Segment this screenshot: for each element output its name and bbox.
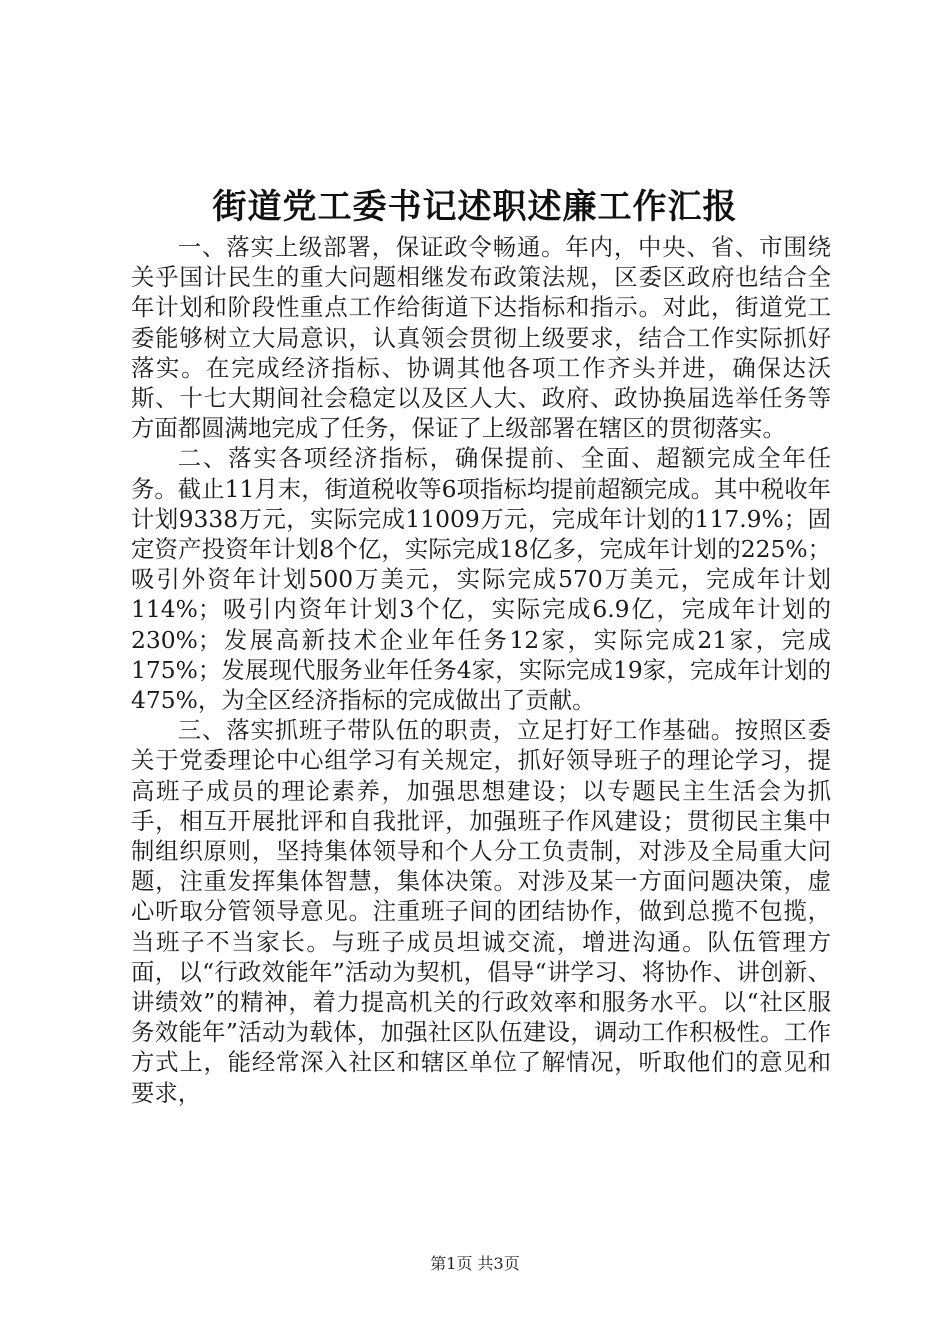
paragraph-3: 三、落实抓班子带队伍的职责，立足打好工作基础。按照区委关于党委理论中心组学习有关规定，抓好领导班子的理论学习，提高班子成员的理论素养，加强思想建设；以专题民主生活会为抓手，相互开展批评和自我批评，加强班子作风建设；贯彻民主集中制组织原则，坚持集体领导和个人分工负责制，对涉及全局重大问题，注重发挥集体智慧，集体决策。对涉及某一方面问题决策，虚心听取分管领导意见。注重班子间的团结协作，做到总揽不包揽，当班子不当家长。与班子成员坦诚交流，增进沟通。队伍管理方面，以“行政效能年”活动为契机，倡导“讲学习、将协作、讲创新、讲绩效”的精神，着力提高机关的行政效率和服务水平。以“社区服务效能年”活动为载体，加强社区队伍建设，调动工作积极性。工作方式上，能经常深入社区和辖区单位了解情况，听取他们的意见和要求，	[131, 716, 831, 1107]
paragraph-1: 一、落实上级部署，保证政令畅通。年内，中央、省、市围绕关乎国计民生的重大问题相继发布政策法规，区委区政府也结合全年计划和阶段性重点工作给街道下达指标和指示。对此，街道党工委能够树立大局意识，认真领会贯彻上级要求，结合工作实际抓好落实。在完成经济指标、协调其他各项工作齐头并进，确保达沃斯、十七大期间社会稳定以及区人大、政府、政协换届选举任务等方面都圆满地完成了任务，保证了上级部署在辖区的贯彻落实。	[131, 233, 831, 443]
document-body	[131, 232, 831, 1108]
page-footer: 第1页 共3页	[430, 1254, 520, 1273]
document-title: 街道党工委书记述职述廉工作汇报	[212, 187, 738, 227]
paragraph-2: 二、落实各项经济指标，确保提前、全面、超额完成全年任务。截止11月末，街道税收等6项指标均提前超额完成。其中税收年计划9338万元，实际完成11009万元，完成年计划的117.9%；固定资产投资年计划8个亿，实际完成18亿多，完成年计划的225%；吸引外资年计划500万美元，实际完成570万美元，完成年计划114%；吸引内资年计划3个亿，实际完成6.9亿，完成年计划的230%；发展高新技术企业年任务12家，实际完成21家，完成175%；发展现代服务业年任务4家，实际完成19家，完成年计划的475%，为全区经济指标的完成做出了贡献。	[131, 444, 831, 715]
